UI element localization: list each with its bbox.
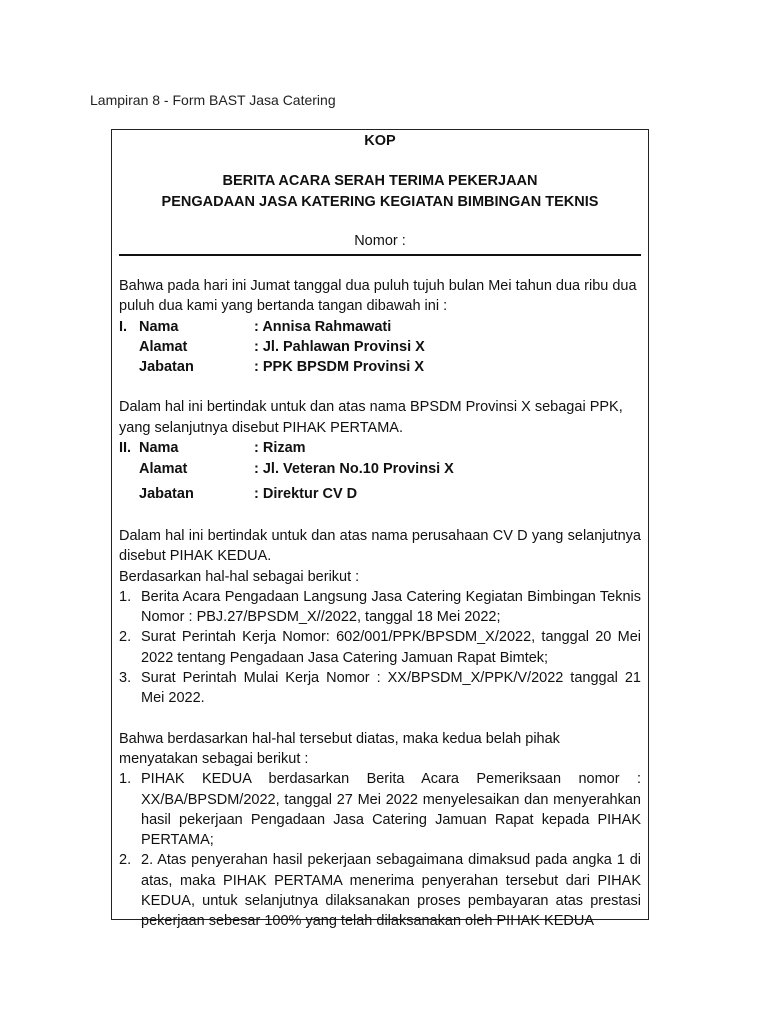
document-body xyxy=(119,276,641,932)
party-one-position-label: Jabatan xyxy=(139,359,194,376)
agreement-intro: Bahwa berdasarkan hal-hal tersebut diatas, maka kedua belah pihak menyatakan sebagai berikut : xyxy=(119,730,560,767)
party-two-position-value: : Direktur CV D xyxy=(254,485,358,502)
party-two-name-value: : Rizam xyxy=(254,440,306,457)
party-one-position-row xyxy=(119,357,641,377)
title-line-2: PENGADAAN JASA KATERING KEGIATAN BIMBINGAN TEKNIS xyxy=(161,194,599,210)
agreement-list xyxy=(119,769,641,931)
party-one-name-row xyxy=(119,317,641,337)
list-item: 3. Surat Perintah Mulai Kerja Nomor : XX/BPSDM_X/PPK/V/2022 tanggal 21 Mei 2022. xyxy=(119,670,641,707)
party-one-statement: Dalam hal ini bertindak untuk dan atas nama BPSDM Provinsi X sebagai PPK, yang selanjutnya disebut PIHAK PERTAMA. xyxy=(119,399,623,436)
document-frame xyxy=(111,129,649,930)
basis-list xyxy=(119,587,641,709)
list-item: 2. Surat Perintah Kerja Nomor: 602/001/PPK/BPSDM_X/2022, tanggal 20 Mei 2022 tentang Pengadaan Jasa Catering Jamuan Rapat Bimtek; xyxy=(119,629,641,666)
basis-intro: Berdasarkan hal-hal sebagai berikut : xyxy=(119,568,360,585)
document-caption: Lampiran 8 - Form BAST Jasa Catering xyxy=(90,92,336,108)
header-divider xyxy=(119,254,641,256)
party-two-address-label: Alamat xyxy=(139,461,188,478)
party-one-name-label: Nama xyxy=(139,318,179,335)
party-two-position-row xyxy=(119,484,641,504)
list-item: 1. PIHAK KEDUA berdasarkan Berita Acara Pemeriksaan nomor : XX/BA/BPSDM/2022, tanggal 27 Mei 2022 menyelesaikan dan menyerahkan hasil pekerjaan Pengadaan Jasa Catering Jamuan Rapat kepada PIHAK PERTAMA; xyxy=(119,771,641,849)
document-title xyxy=(119,171,641,213)
party-two-name-row xyxy=(119,438,641,458)
party-two-position-label: Jabatan xyxy=(139,485,194,502)
party-two-number: II. xyxy=(119,440,132,457)
party-two-address-value: : Jl. Veteran No.10 Provinsi X xyxy=(254,461,454,478)
document-number: Nomor : xyxy=(354,233,406,249)
kop-heading: KOP xyxy=(364,133,396,149)
party-one-details xyxy=(119,317,641,378)
party-one-number: I. xyxy=(119,318,128,335)
list-item: 1. Berita Acara Pengadaan Langsung Jasa Catering Kegiatan Bimbingan Teknis Nomor : PBJ.27/BPSDM_X//2022, tanggal 18 Mei 2022; xyxy=(119,588,641,626)
intro-paragraph: Bahwa pada hari ini Jumat tanggal dua puluh tujuh bulan Mei tahun dua ribu dua puluh dua kami yang bertanda tangan dibawah ini : xyxy=(119,278,637,315)
party-one-address-value: : Jl. Pahlawan Provinsi X xyxy=(254,338,425,355)
party-one-address-row xyxy=(119,337,641,357)
party-one-position-value: : PPK BPSDM Provinsi X xyxy=(254,359,425,376)
party-two-details xyxy=(119,438,641,504)
party-two-address-row xyxy=(119,459,641,479)
title-line-1: BERITA ACARA SERAH TERIMA PEKERJAAN xyxy=(222,173,538,189)
party-two-name-label: Nama xyxy=(139,440,179,457)
party-two-statement: Dalam hal ini bertindak untuk dan atas nama perusahaan CV D yang selanjutnya disebut PIHAK KEDUA. xyxy=(119,527,641,565)
list-item: 2. 2. Atas penyerahan hasil pekerjaan sebagaimana dimaksud pada angka 1 di atas, maka PIHAK PERTAMA menerima penyerahan tersebut dari PIHAK KEDUA, untuk selanjutnya dilaksanakan proses pembayaran atas prestasi pekerjaan sebesar 100% yang telah dilaksanakan oleh PIHAK KEDUA xyxy=(119,852,641,930)
party-one-name-value: : Annisa Rahmawati xyxy=(254,318,392,335)
party-one-address-label: Alamat xyxy=(139,338,188,355)
